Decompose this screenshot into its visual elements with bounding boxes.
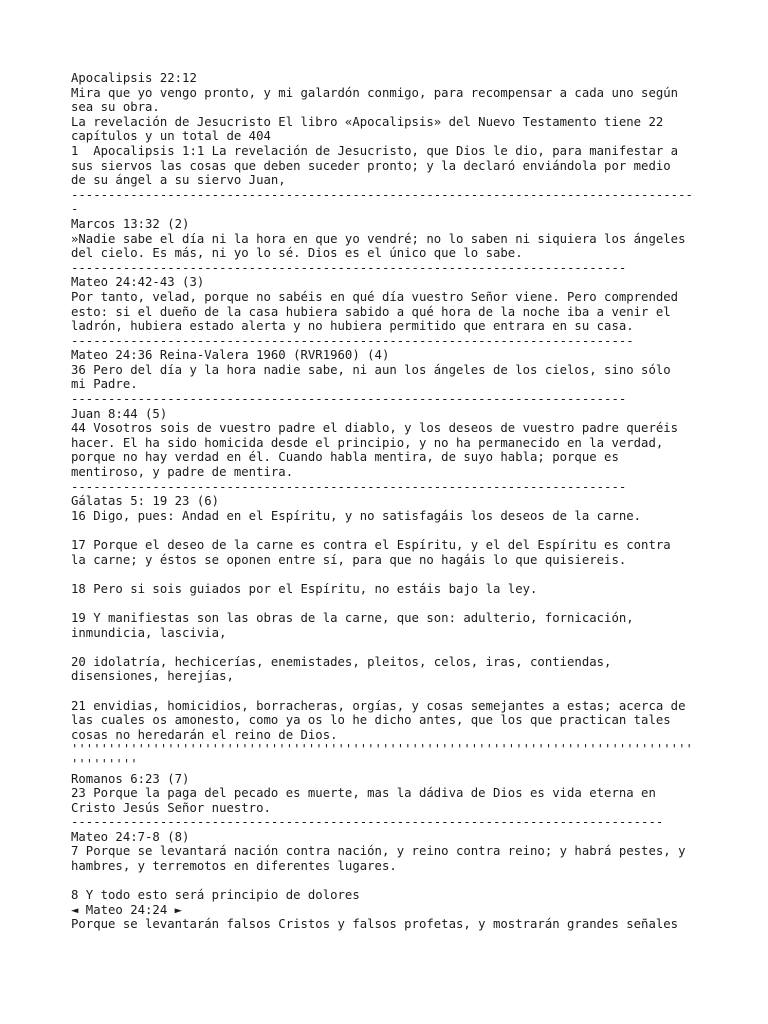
text-line: las cuales os amonesto, como ya os lo he dicho antes, que los que practican tales bbox=[71, 713, 671, 728]
text-line: sus siervos las cosas que deben suceder pronto; y la declaró enviándola por medio bbox=[71, 158, 671, 173]
text-line: Mira que yo vengo pronto, y mi galardón conmigo, para recompensar a cada uno según bbox=[71, 85, 679, 100]
text-line: del cielo. Es más, ni yo lo sé. Dios es el único que lo sabe. bbox=[71, 246, 523, 261]
text-line: mentiroso, y padre de mentira. bbox=[71, 465, 294, 480]
text-line: hacer. El ha sido homicida desde el principio, y no ha permanecido en la verdad, bbox=[71, 435, 664, 450]
text-line: capítulos y un total de 404 bbox=[71, 129, 271, 144]
text-line: Marcos 13:32 (2) bbox=[71, 216, 190, 231]
text-line: 7 Porque se levantará nación contra nación, y reino contra reino; y habrá pestes, y bbox=[71, 844, 686, 859]
text-line: 21 envidias, homicidios, borracheras, orgías, y cosas semejantes a estas; acerca de bbox=[71, 698, 686, 713]
blank-line bbox=[71, 596, 711, 611]
text-line: »Nadie sabe el día ni la hora en que yo vendré; no lo saben ni siquiera los ángeles bbox=[71, 231, 686, 246]
text-line: Mateo 24:7-8 (8) bbox=[71, 829, 190, 844]
text-line: 20 idolatría, hechicerías, enemistades, pleitos, celos, iras, contiendas, bbox=[71, 654, 612, 669]
text-line: 16 Digo, pues: Andad en el Espíritu, y no satisfagáis los deseos de la carne. bbox=[71, 508, 642, 523]
separator-line: '''''''''''''''''''''''''''''''''''''''''''''''''''''''''''''''''''''''''''''''''''' bbox=[71, 742, 693, 757]
text-line: Apocalipsis 22:12 bbox=[71, 71, 197, 85]
text-line: 36 Pero del día y la hora nadie sabe, ni aun los ángeles de los cielos, sino sólo bbox=[71, 362, 671, 377]
text-line: Mateo 24:42-43 (3) bbox=[71, 275, 205, 290]
text-line: Mateo 24:36 Reina-Valera 1960 (RVR1960) (4) bbox=[71, 348, 390, 363]
text-line: cosas no heredarán el reino de Dios. bbox=[71, 727, 338, 742]
separator-line: ''''''''' bbox=[71, 756, 138, 771]
text-line: esto: si el dueño de la casa hubiera sabido a qué hora de la noche iba a venir el bbox=[71, 304, 671, 319]
blank-line bbox=[71, 640, 711, 655]
document-body bbox=[71, 71, 711, 932]
separator-line: --------------------------------------------------------------------------- bbox=[71, 260, 627, 275]
text-line: mi Padre. bbox=[71, 377, 138, 392]
text-line: porque no hay verdad en él. Cuando habla mentira, de suyo habla; porque es bbox=[71, 450, 619, 465]
blank-line bbox=[71, 684, 711, 699]
text-line: 8 Y todo esto será principio de dolores bbox=[71, 888, 360, 903]
text-line: ◄ Mateo 24:24 ► bbox=[71, 902, 183, 917]
separator-line: --------------------------------------------------------------------------- bbox=[71, 479, 627, 494]
text-line: 1 Apocalipsis 1:1 La revelación de Jesucristo, que Dios le dio, para manifestar a bbox=[71, 143, 679, 158]
text-line: 23 Porque la paga del pecado es muerte, mas la dádiva de Dios es vida eterna en bbox=[71, 786, 656, 801]
text-line: disensiones, herejías, bbox=[71, 669, 234, 684]
separator-line: - bbox=[71, 202, 79, 217]
text-line: ladrón, hubiera estado alerta y no hubiera permitido que entrara en su casa. bbox=[71, 319, 634, 334]
separator-line: -------------------------------------------------------------------------------- bbox=[71, 815, 664, 830]
text-line: Cristo Jesús Señor nuestro. bbox=[71, 800, 271, 815]
blank-line bbox=[71, 523, 711, 538]
blank-line bbox=[71, 874, 711, 889]
text-line: La revelación de Jesucristo El libro «Apocalipsis» del Nuevo Testamento tiene 22 bbox=[71, 114, 664, 129]
text-line: hambres, y terremotos en diferentes lugares. bbox=[71, 859, 397, 874]
text-line: 44 Vosotros sois de vuestro padre el diablo, y los deseos de vuestro padre queréis bbox=[71, 421, 679, 436]
text-line: Romanos 6:23 (7) bbox=[71, 771, 190, 786]
text-line: Por tanto, velad, porque no sabéis en qué día vuestro Señor viene. Pero comprended bbox=[71, 289, 679, 304]
text-line: 17 Porque el deseo de la carne es contra el Espíritu, y el del Espíritu es contra bbox=[71, 538, 671, 552]
text-line: Gálatas 5: 19 23 (6) bbox=[71, 494, 220, 509]
text-line: Porque se levantarán falsos Cristos y falsos profetas, y mostrarán grandes señales bbox=[71, 917, 679, 932]
separator-line: ---------------------------------------------------------------------------- bbox=[71, 333, 634, 348]
text-line: de su ángel a su siervo Juan, bbox=[71, 173, 286, 188]
text-line: sea su obra. bbox=[71, 100, 160, 115]
separator-line: ------------------------------------------------------------------------------------ bbox=[71, 187, 693, 202]
text-line: la carne; y éstos se oponen entre sí, para que no hagáis lo que quisiereis. bbox=[71, 552, 627, 567]
text-line: inmundicia, lascivia, bbox=[71, 625, 227, 640]
blank-line bbox=[71, 567, 711, 582]
separator-line: --------------------------------------------------------------------------- bbox=[71, 392, 627, 407]
text-line: 18 Pero si sois guiados por el Espíritu, no estáis bajo la ley. bbox=[71, 581, 538, 596]
text-line: Juan 8:44 (5) bbox=[71, 406, 168, 421]
text-line: 19 Y manifiestas son las obras de la carne, que son: adulterio, fornicación, bbox=[71, 610, 634, 625]
